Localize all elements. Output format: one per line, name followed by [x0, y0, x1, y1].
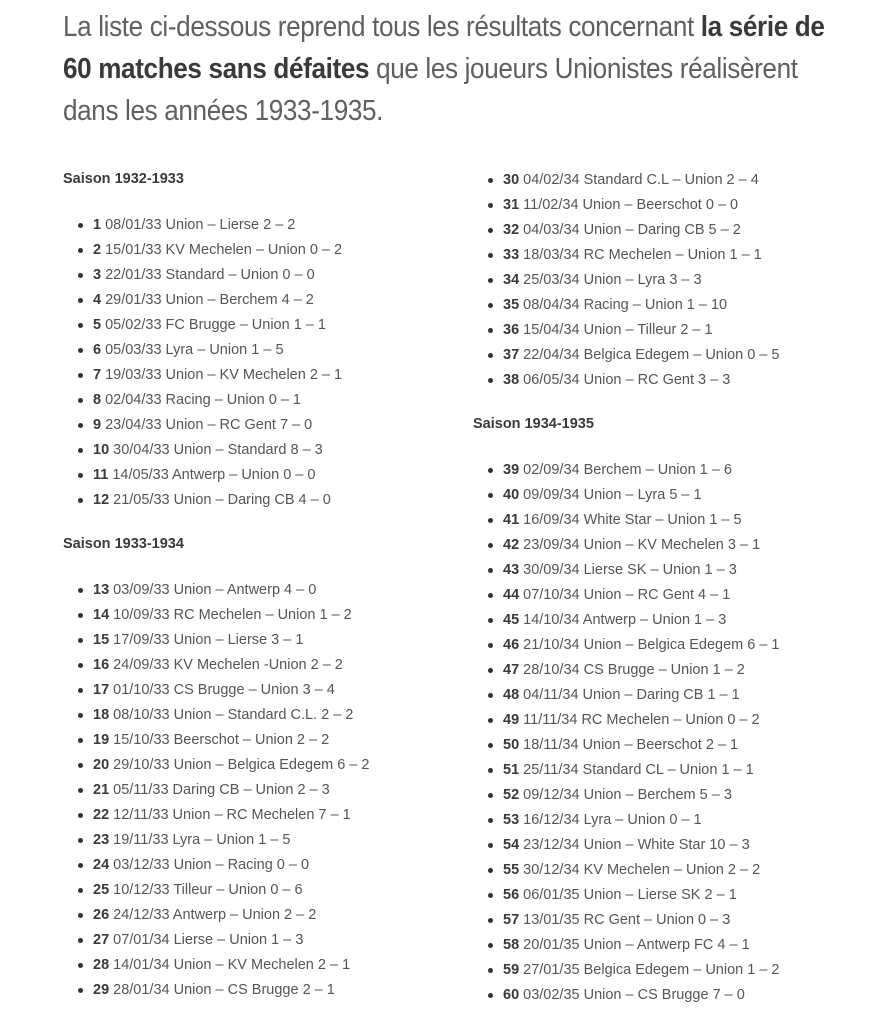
match-result: 07/10/34 Union – RC Gent 4 – 1: [523, 587, 731, 603]
match-result: 07/01/34 Lierse – Union 1 – 3: [113, 932, 304, 948]
match-result: 03/09/33 Union – Antwerp 4 – 0: [113, 582, 317, 598]
match-number: 32: [503, 222, 520, 238]
match-result: 23/09/34 Union – KV Mechelen 3 – 1: [523, 537, 761, 553]
match-result: 17/09/33 Union – Lierse 3 – 1: [113, 632, 304, 648]
match-number: 28: [93, 957, 110, 973]
match-item: [473, 908, 780, 933]
match-number: 44: [503, 587, 520, 603]
match-result: 14/10/34 Antwerp – Union 1 – 3: [523, 612, 727, 628]
match-item: [473, 583, 780, 608]
match-result: 30/04/33 Union – Standard 8 – 3: [113, 442, 323, 458]
match-item: [473, 293, 780, 318]
match-result: 21/10/34 Union – Belgica Edegem 6 – 1: [523, 637, 780, 653]
match-result: 04/02/34 Standard C.L – Union 2 – 4: [523, 172, 759, 188]
season-1932-1933-match-list: [63, 213, 342, 513]
match-result: 22/01/33 Standard – Union 0 – 0: [105, 267, 315, 283]
match-result: 27/01/35 Belgica Edegem – Union 1 – 2: [523, 962, 780, 978]
match-item: [63, 978, 370, 1003]
match-item: [473, 218, 780, 243]
match-item: [473, 193, 780, 218]
match-number: 4: [93, 292, 102, 308]
match-item: [63, 263, 342, 288]
season-1933-1934-match-list: [63, 578, 370, 1003]
match-item: [63, 678, 370, 703]
match-result: 30/12/34 KV Mechelen – Union 2 – 2: [523, 862, 761, 878]
match-result: 09/09/34 Union – Lyra 5 – 1: [523, 487, 702, 503]
match-number: 12: [93, 492, 110, 508]
match-number: 49: [503, 712, 520, 728]
match-number: 45: [503, 612, 520, 628]
match-number: 54: [503, 837, 520, 853]
match-item: [473, 343, 780, 368]
match-item: [473, 708, 780, 733]
match-number: 21: [93, 782, 110, 798]
season-title-1932-1933: Saison 1932-1933: [63, 171, 184, 187]
match-item: [473, 533, 780, 558]
match-item: [473, 633, 780, 658]
match-item: [63, 463, 342, 488]
match-number: 37: [503, 347, 520, 363]
match-item: [63, 438, 342, 463]
match-item: [473, 658, 780, 683]
intro-text-before: La liste ci-dessous reprend tous les résultats concernant: [63, 11, 701, 43]
match-number: 42: [503, 537, 520, 553]
match-item: [473, 368, 780, 393]
match-number: 46: [503, 637, 520, 653]
match-result: 08/04/34 Racing – Union 1 – 10: [523, 297, 728, 313]
match-number: 25: [93, 882, 110, 898]
match-item: [473, 458, 780, 483]
match-result: 22/04/34 Belgica Edegem – Union 0 – 5: [523, 347, 780, 363]
match-number: 33: [503, 247, 520, 263]
match-number: 53: [503, 812, 520, 828]
match-number: 5: [93, 317, 102, 333]
match-item: [63, 628, 370, 653]
match-result: 16/09/34 White Star – Union 1 – 5: [523, 512, 742, 528]
match-number: 19: [93, 732, 110, 748]
match-number: 60: [503, 987, 520, 1003]
match-result: 10/09/33 RC Mechelen – Union 1 – 2: [113, 607, 352, 623]
season-1933-1934-match-list-continued: [473, 168, 780, 393]
match-number: 2: [93, 242, 102, 258]
match-result: 03/02/35 Union – CS Brugge 7 – 0: [523, 987, 745, 1003]
match-item: [63, 578, 370, 603]
match-result: 15/04/34 Union – Tilleur 2 – 1: [523, 322, 713, 338]
match-result: 29/01/33 Union – Berchem 4 – 2: [105, 292, 314, 308]
match-number: 3: [93, 267, 102, 283]
intro-text-after: que les joueurs Unionistes réalisèrent dans les années 1933-1935.: [63, 53, 798, 127]
match-result: 04/03/34 Union – Daring CB 5 – 2: [523, 222, 741, 238]
match-number: 35: [503, 297, 520, 313]
match-result: 15/01/33 KV Mechelen – Union 0 – 2: [105, 242, 343, 258]
match-number: 57: [503, 912, 520, 928]
match-number: 59: [503, 962, 520, 978]
match-item: [473, 783, 780, 808]
match-item: [473, 858, 780, 883]
match-number: 18: [93, 707, 110, 723]
match-number: 56: [503, 887, 520, 903]
match-number: 16: [93, 657, 110, 673]
match-item: [63, 288, 342, 313]
match-result: 05/02/33 FC Brugge – Union 1 – 1: [105, 317, 326, 333]
match-number: 9: [93, 417, 102, 433]
match-item: [473, 733, 780, 758]
match-result: 08/10/33 Union – Standard C.L. 2 – 2: [113, 707, 354, 723]
match-result: 16/12/34 Lyra – Union 0 – 1: [523, 812, 702, 828]
match-item: [63, 213, 342, 238]
match-number: 10: [93, 442, 110, 458]
match-result: 18/03/34 RC Mechelen – Union 1 – 1: [523, 247, 762, 263]
match-number: 14: [93, 607, 110, 623]
match-item: [63, 778, 370, 803]
match-item: [63, 603, 370, 628]
match-number: 6: [93, 342, 102, 358]
match-item: [473, 808, 780, 833]
match-number: 51: [503, 762, 520, 778]
match-result: 06/05/34 Union – RC Gent 3 – 3: [523, 372, 731, 388]
match-number: 30: [503, 172, 520, 188]
season-title-1933-1934: Saison 1933-1934: [63, 536, 184, 552]
match-item: [473, 833, 780, 858]
match-item: [473, 318, 780, 343]
match-result: 24/12/33 Antwerp – Union 2 – 2: [113, 907, 317, 923]
match-result: 06/01/35 Union – Lierse SK 2 – 1: [523, 887, 737, 903]
match-item: [473, 483, 780, 508]
match-item: [63, 903, 370, 928]
match-item: [63, 753, 370, 778]
match-item: [63, 363, 342, 388]
match-number: 15: [93, 632, 110, 648]
match-item: [63, 803, 370, 828]
match-number: 48: [503, 687, 520, 703]
match-result: 28/10/34 CS Brugge – Union 1 – 2: [523, 662, 745, 678]
match-result: 11/11/34 RC Mechelen – Union 0 – 2: [523, 712, 760, 728]
match-item: [473, 958, 780, 983]
match-result: 23/12/34 Union – White Star 10 – 3: [523, 837, 750, 853]
match-item: [473, 508, 780, 533]
match-result: 23/04/33 Union – RC Gent 7 – 0: [105, 417, 313, 433]
match-number: 47: [503, 662, 520, 678]
match-item: [63, 238, 342, 263]
season-title-1934-1935: Saison 1934-1935: [473, 416, 594, 432]
match-item: [63, 928, 370, 953]
match-item: [63, 338, 342, 363]
match-result: 24/09/33 KV Mechelen -Union 2 – 2: [113, 657, 343, 673]
match-item: [63, 313, 342, 338]
match-result: 25/03/34 Union – Lyra 3 – 3: [523, 272, 702, 288]
season-1934-1935-match-list: [473, 458, 780, 1008]
match-result: 02/09/34 Berchem – Union 1 – 6: [523, 462, 732, 478]
match-result: 18/11/34 Union – Beerschot 2 – 1: [523, 737, 739, 753]
match-number: 29: [93, 982, 110, 998]
match-item: [63, 488, 342, 513]
match-number: 7: [93, 367, 102, 383]
match-number: 55: [503, 862, 520, 878]
match-number: 23: [93, 832, 110, 848]
match-item: [63, 728, 370, 753]
match-result: 28/01/34 Union – CS Brugge 2 – 1: [113, 982, 335, 998]
match-number: 41: [503, 512, 520, 528]
match-result: 05/03/33 Lyra – Union 1 – 5: [105, 342, 284, 358]
match-number: 27: [93, 932, 110, 948]
match-item: [473, 933, 780, 958]
match-number: 43: [503, 562, 520, 578]
match-result: 21/05/33 Union – Daring CB 4 – 0: [113, 492, 331, 508]
match-item: [473, 608, 780, 633]
intro-paragraph: [63, 6, 853, 132]
match-item: [63, 653, 370, 678]
match-item: [63, 413, 342, 438]
match-result: 15/10/33 Beerschot – Union 2 – 2: [113, 732, 330, 748]
match-item: [473, 683, 780, 708]
match-result: 19/03/33 Union – KV Mechelen 2 – 1: [105, 367, 343, 383]
match-number: 50: [503, 737, 520, 753]
match-number: 58: [503, 937, 520, 953]
match-item: [473, 883, 780, 908]
match-number: 22: [93, 807, 110, 823]
match-item: [63, 853, 370, 878]
match-result: 12/11/33 Union – RC Mechelen 7 – 1: [113, 807, 351, 823]
match-result: 11/02/34 Union – Beerschot 0 – 0: [523, 197, 739, 213]
match-result: 08/01/33 Union – Lierse 2 – 2: [105, 217, 296, 233]
match-result: 13/01/35 RC Gent – Union 0 – 3: [523, 912, 731, 928]
match-result: 05/11/33 Daring CB – Union 2 – 3: [113, 782, 330, 798]
match-result: 14/05/33 Antwerp – Union 0 – 0: [112, 467, 316, 483]
match-number: 11: [93, 467, 109, 483]
match-result: 01/10/33 CS Brugge – Union 3 – 4: [113, 682, 335, 698]
match-result: 03/12/33 Union – Racing 0 – 0: [113, 857, 310, 873]
match-number: 1: [93, 217, 102, 233]
match-item: [473, 268, 780, 293]
match-number: 24: [93, 857, 110, 873]
match-item: [63, 953, 370, 978]
match-number: 39: [503, 462, 520, 478]
match-result: 04/11/34 Union – Daring CB 1 – 1: [523, 687, 740, 703]
match-number: 31: [503, 197, 520, 213]
match-result: 25/11/34 Standard CL – Union 1 – 1: [523, 762, 754, 778]
match-number: 52: [503, 787, 520, 803]
match-item: [63, 878, 370, 903]
match-item: [473, 758, 780, 783]
match-item: [473, 168, 780, 193]
match-item: [63, 388, 342, 413]
match-result: 09/12/34 Union – Berchem 5 – 3: [523, 787, 732, 803]
match-number: 36: [503, 322, 520, 338]
match-item: [63, 828, 370, 853]
match-number: 34: [503, 272, 520, 288]
match-result: 02/04/33 Racing – Union 0 – 1: [105, 392, 301, 408]
match-item: [473, 983, 780, 1008]
match-number: 13: [93, 582, 110, 598]
match-number: 40: [503, 487, 520, 503]
match-number: 26: [93, 907, 110, 923]
match-result: 10/12/33 Tilleur – Union 0 – 6: [113, 882, 303, 898]
match-result: 14/01/34 Union – KV Mechelen 2 – 1: [113, 957, 351, 973]
match-number: 38: [503, 372, 520, 388]
match-result: 20/01/35 Union – Antwerp FC 4 – 1: [523, 937, 750, 953]
match-number: 17: [93, 682, 110, 698]
match-result: 19/11/33 Lyra – Union 1 – 5: [113, 832, 291, 848]
match-item: [63, 703, 370, 728]
match-number: 20: [93, 757, 110, 773]
match-item: [473, 243, 780, 268]
match-item: [473, 558, 780, 583]
match-result: 30/09/34 Lierse SK – Union 1 – 3: [523, 562, 737, 578]
match-number: 8: [93, 392, 102, 408]
match-result: 29/10/33 Union – Belgica Edegem 6 – 2: [113, 757, 370, 773]
intro-highlight: la série de 60 matches sans défaites: [63, 11, 825, 85]
